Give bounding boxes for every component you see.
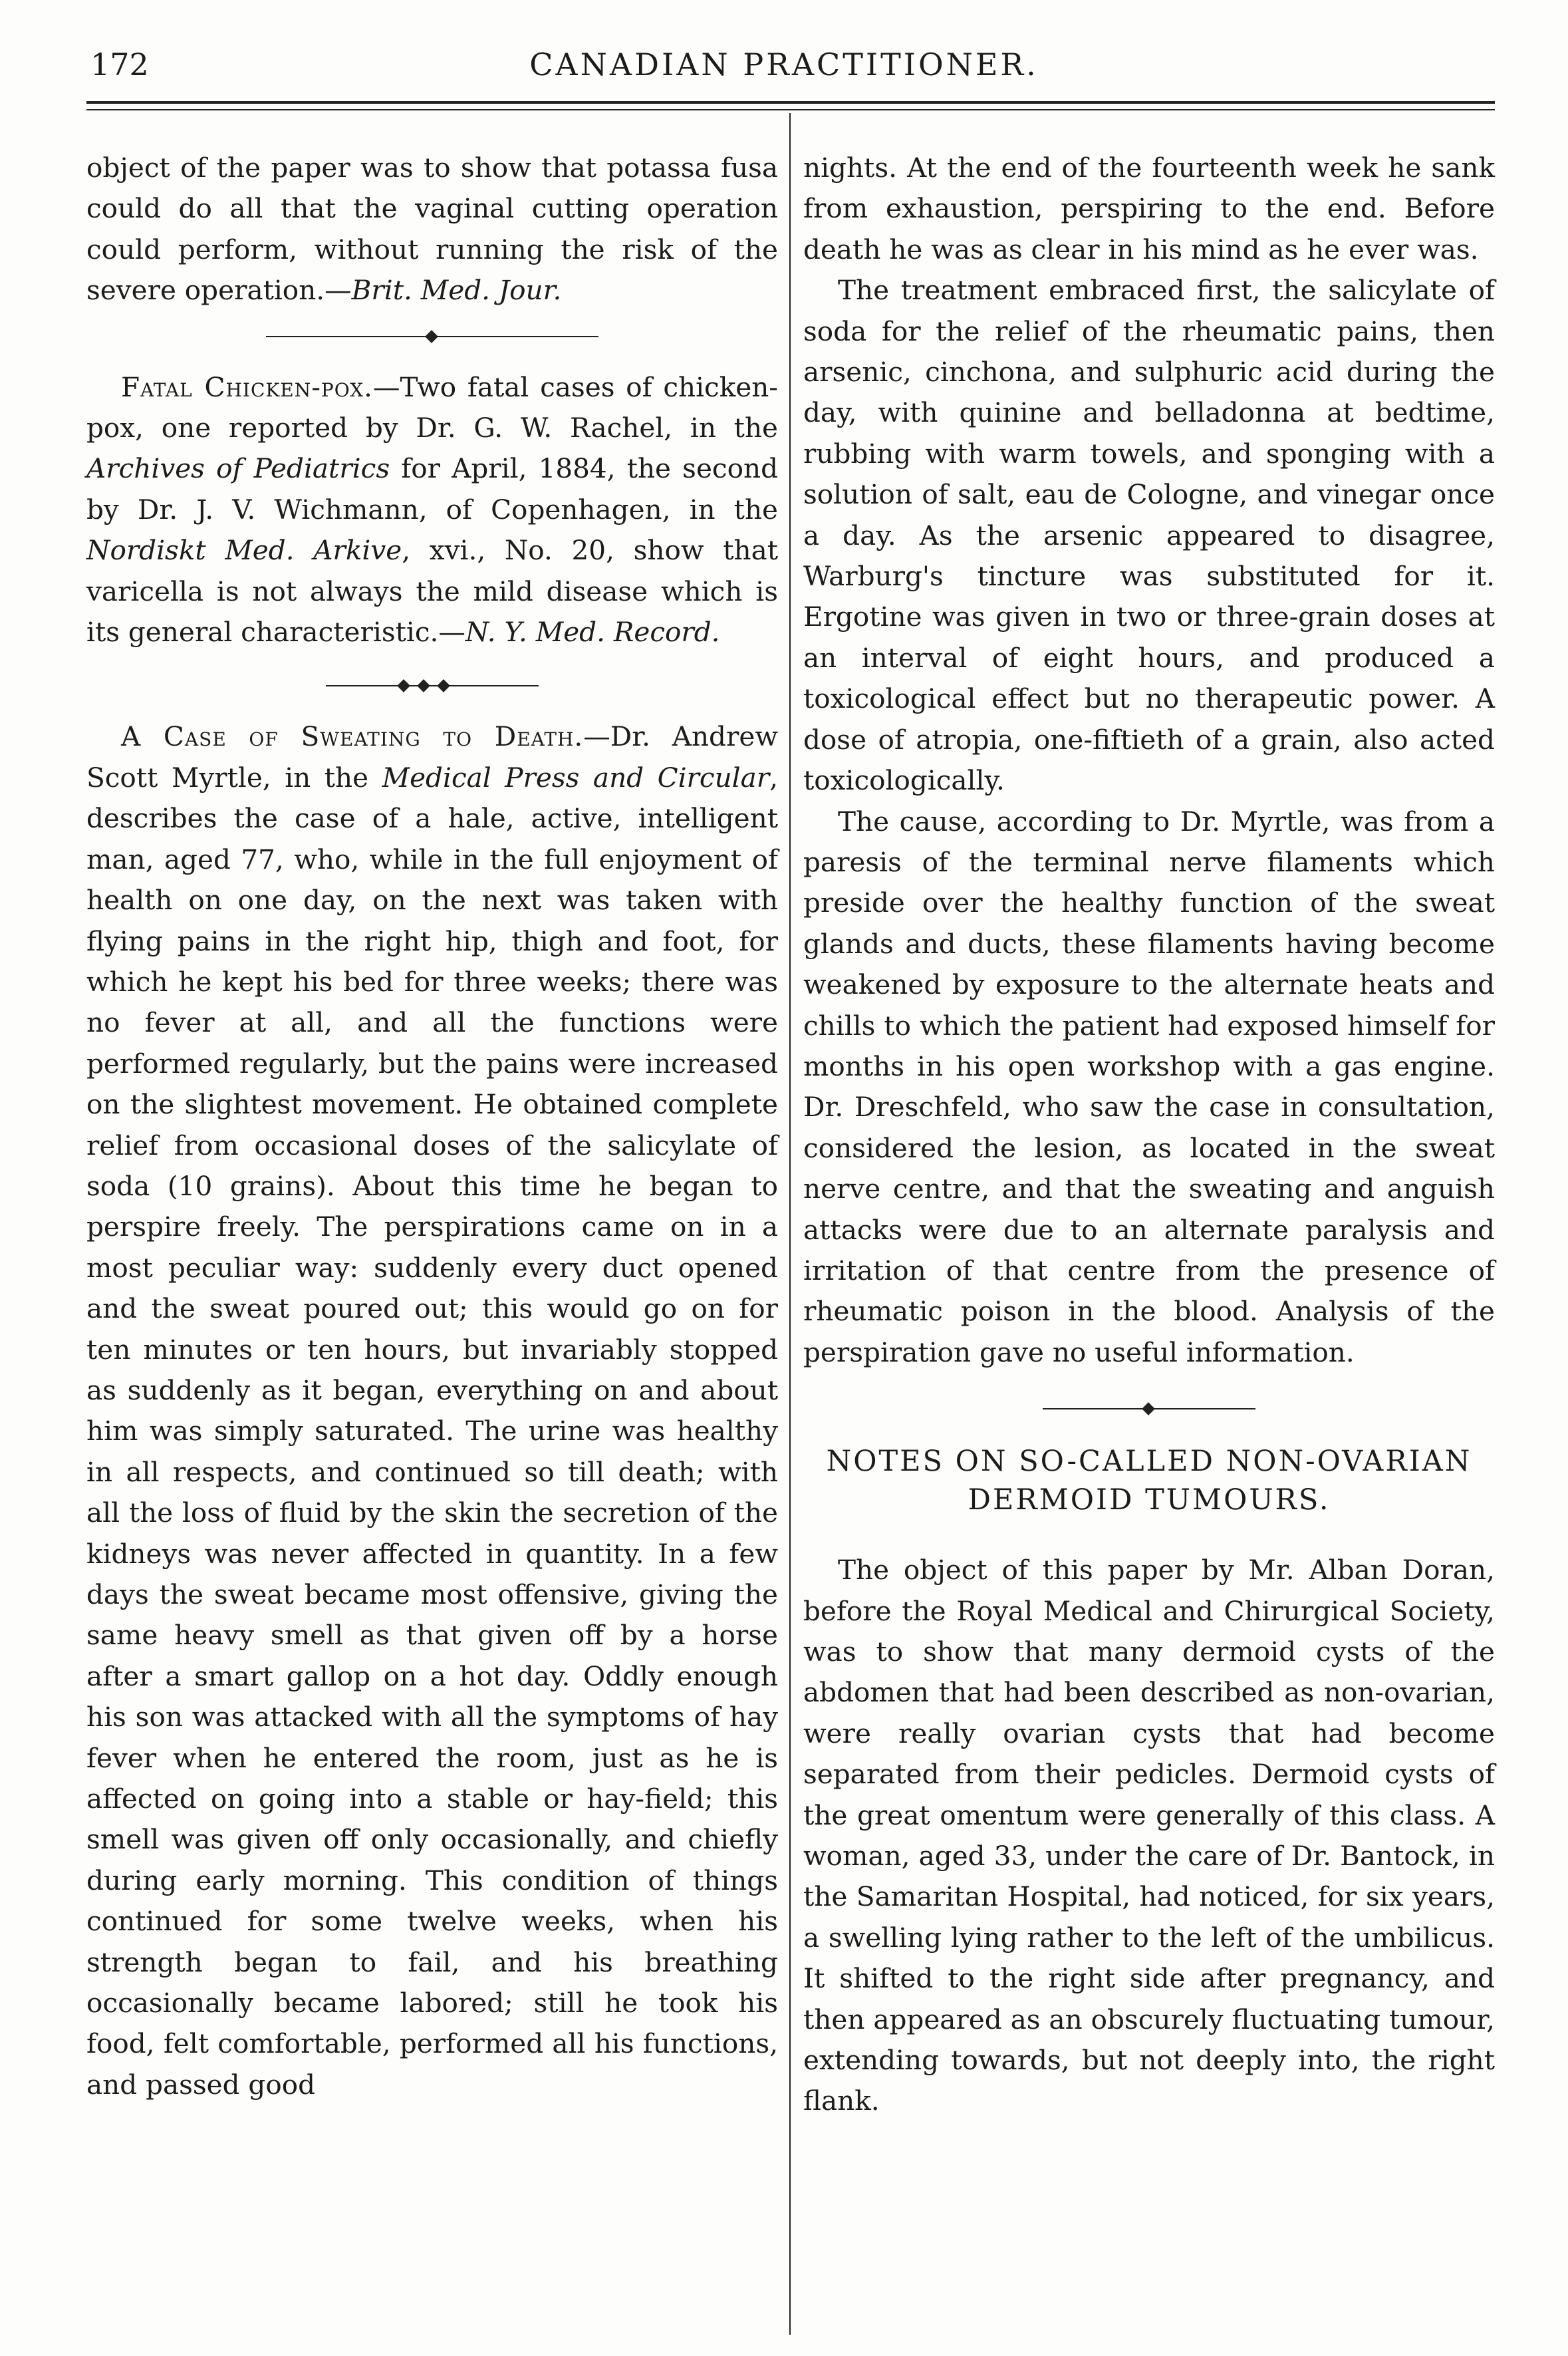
- paragraph: nights. At the end of the fourteenth week he sank from exhaustion, perspiring to the end. Before death he was as clear in his mind as he ever was.: [803, 152, 1495, 265]
- header-rule-thick: [86, 101, 1495, 104]
- section-heading: NOTES ON SO-CALLED NON-OVARIAN DERMOID TUMOURS.: [826, 1445, 1472, 1517]
- section-divider: [86, 330, 778, 343]
- column-divider: [789, 113, 791, 2335]
- continued-paragraph: object of the paper was to show that potassa fusa could do all that the vaginal cutting operation could perform, without running the risk of the severe operation.—Brit. Med. Jour.: [86, 152, 778, 307]
- paragraph: The treatment embraced first, the salicylate of soda for the relief of the rheumatic pains, then arsenic, cinchona, and sulphuric acid during the day, with quinine and belladonna at bedtime, rubbing with warm towels, and sponging with a solution of salt, eau de Cologne, and vinegar once a day. As the arsenic appeared to disagree, Warburg's tincture was substituted for it. Ergotine was given in two or three-grain doses at an interval of eight hours, and produced a toxicological effect but no therapeutic power. A dose of atropia, one-fiftieth of a grain, also acted toxicologically.: [803, 274, 1495, 797]
- journal-name: Medical Press and Circular: [382, 761, 770, 794]
- journal-name: Archives of Pediatrics: [86, 452, 390, 485]
- article-title: Fatal Chicken-pox.: [121, 370, 374, 403]
- section-divider: [86, 679, 778, 692]
- citation: Brit. Med. Jour.: [351, 274, 562, 307]
- right-column: [803, 148, 1495, 2122]
- section-divider: [803, 1402, 1495, 1415]
- paragraph: The object of this paper by Mr. Alban Doran, before the Royal Medical and Chirurgical Society, was to show that many dermoid cysts of the abdomen that had been described as non-ovarian, were really ovarian cysts that had become separated from their pedicles. Dermoid cysts of the great omentum were generally of this class. A woman, aged 33, under the care of Dr. Bantock, in the Samaritan Hospital, had noticed, for six years, a swelling lying rather to the left of the umbilicus. It shifted to the right side after pregnancy, and then appeared as an obscurely fluctuating tumour, extending towards, but not deeply into, the right flank.: [803, 1554, 1495, 2117]
- chicken-pox-article: Fatal Chicken-pox.—Two fatal cases of chicken-pox, one reported by Dr. G. W. Rachel, in the Archives of Pediatrics for April, 1884, the second by Dr. J. V. Wichmann, of Copenhagen, in the Nordiskt Med. Arkive, xvi., No. 20, show that varicella is not always the mild disease which is its general characteristic.—N. Y. Med. Record.: [86, 370, 778, 649]
- page-number: 172: [90, 47, 149, 82]
- sweating-article: A Case of Sweating to Death.—Dr. Andrew Scott Myrtle, in the Medical Press and Circular, describes the case of a hale, active, intelligent man, aged 77, who, while in the full enjoyment of health on one day, on the next was taken with flying pains in the right hip, thigh and foot, for which he kept his bed for three weeks; there was no fever at all, and all the functions were performed regularly, but the pains were increased on the slightest movement. He obtained complete relief from occasional doses of the salicylate of soda (10 grains). About this time he began to perspire freely. The perspirations came on in a most peculiar way: suddenly every duct opened and the sweat poured out; this would go on for ten minutes or ten hours, but invariably stopped as suddenly as it began, everything on and about him was simply saturated. The urine was healthy in all respects, and continued so till death; with all the loss of fluid by the skin the secretion of the kidneys was never affected in quantity. In a few days the sweat became most offensive, giving the same heavy smell as that given off by a horse after a smart gallop on a hot day. Oddly enough his son was attacked with all the symptoms of hay fever when he entered the room, just as he is affected on going into a stable or hay-field; this smell was given off only occasionally, and chiefly during early morning. This condition of things continued for some twelve weeks, when his strength began to fail, and his breathing occasionally became labored; still he took his food, felt comfortable, performed all his functions, and passed good: [86, 720, 779, 2101]
- article-title: A Case of Sweating to Death.: [121, 720, 584, 753]
- paragraph: The cause, according to Dr. Myrtle, was from a paresis of the terminal nerve filaments which preside over the healthy function of the sweat glands and ducts, these filaments having become weakened by exposure to the alternate heats and chills to which the patient had exposed himself for months in his open workshop with a gas engine. Dr. Dreschfeld, who saw the case in consultation, considered the lesion, as located in the sweat nerve centre, and that the sweating and anguish attacks were due to an alternate paralysis and irritation of that centre from the presence of rheumatic poison in the blood. Analysis of the perspiration gave no useful information.: [803, 805, 1495, 1368]
- left-column: [86, 148, 778, 2105]
- running-head: CANADIAN PRACTITIONER.: [529, 47, 1039, 82]
- header-rule-thin: [86, 109, 1495, 110]
- journal-name: Nordiskt Med. Arkive: [86, 534, 402, 567]
- citation: N. Y. Med. Record.: [465, 616, 720, 649]
